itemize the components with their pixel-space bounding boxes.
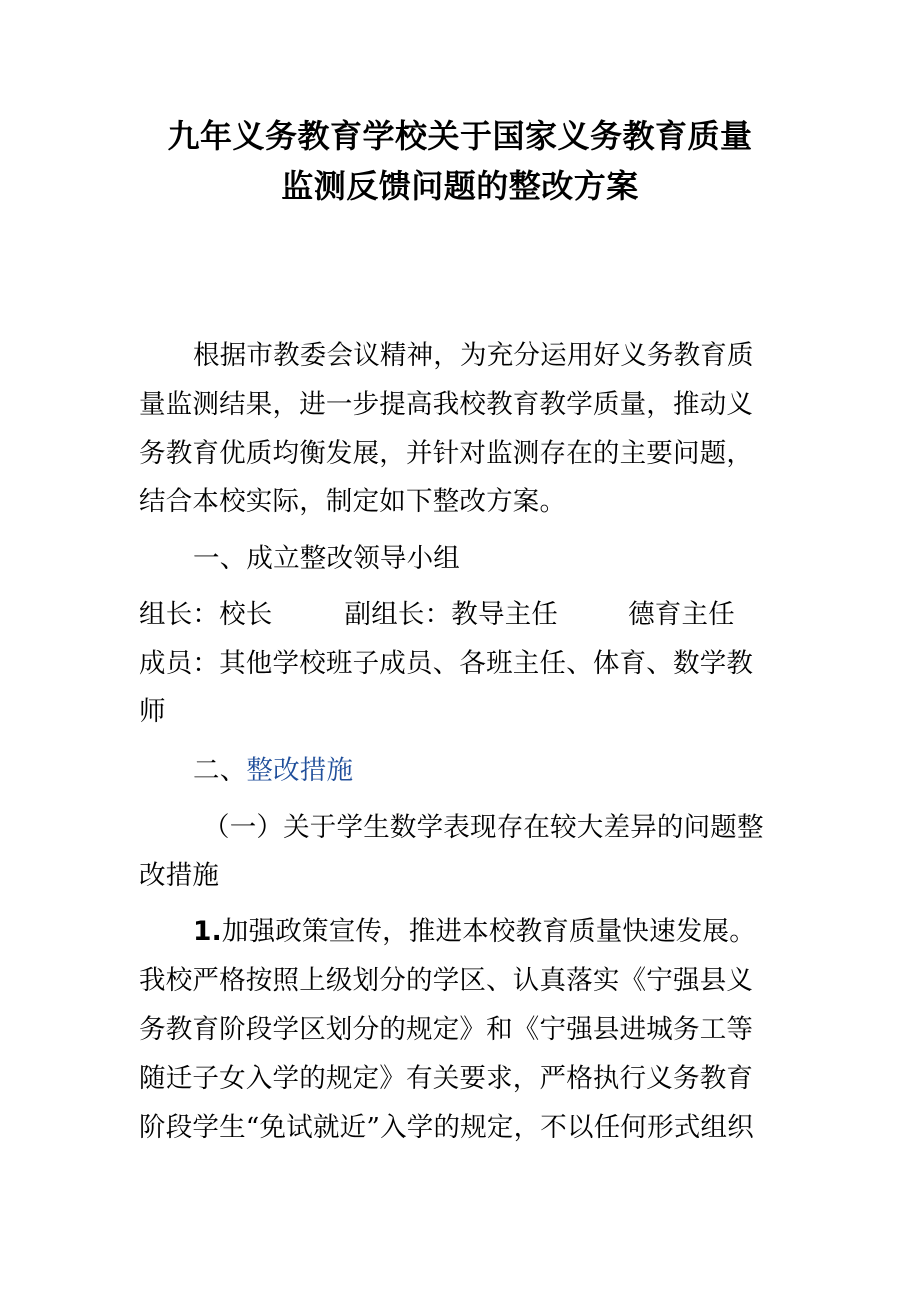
body-line-3: 随迁子女入学的规定》有关要求，严格执行义务教育: [139, 1063, 754, 1094]
members-line-2: 师: [139, 696, 166, 727]
section-1-heading: 一、成立整改领导小组: [193, 543, 460, 574]
section-2-heading: [193, 753, 353, 789]
item-1-text: 加强政策宣传，推进本校教育质量快速发展。: [221, 916, 756, 947]
section-2-title: 整改措施: [246, 755, 354, 786]
item-1-number: 1.: [193, 916, 222, 947]
body-line-1: 我校严格按照上级划分的学区、认真落实《宁强县义: [139, 965, 754, 996]
item-1-line-1: [193, 914, 756, 950]
body-line-2: 务教育阶段学区划分的规定》和《宁强县进城务工等: [139, 1014, 754, 1045]
intro-line-1: 根据市教委会议精神，为充分运用好义务教育质: [193, 340, 754, 371]
subsection-1-line-1: （一）关于学生数学表现存在较大差异的问题整: [203, 812, 764, 843]
subsection-1-line-2: 改措施: [139, 860, 220, 891]
body-line-4: 阶段学生“免试就近”入学的规定，不以任何形式组织: [139, 1112, 754, 1143]
leader: 组长：校长: [139, 599, 273, 630]
members-line-1: 成员：其他学校班子成员、各班主任、体育、数学教: [139, 648, 754, 679]
document-title-line-2: 监测反馈问题的整改方案: [281, 167, 639, 205]
intro-line-3: 务教育优质均衡发展，并针对监测存在的主要问题，: [139, 438, 754, 469]
intro-line-2: 量监测结果，进一步提高我校教育教学质量，推动义: [139, 389, 754, 420]
document-title-line-1: 九年义务教育学校关于国家义务教育质量: [167, 117, 753, 155]
leader-line: [139, 597, 735, 633]
section-2-prefix: 二、: [193, 755, 247, 786]
moral-director: 德育主任: [628, 599, 735, 630]
vice-leader: 副组长：教导主任: [344, 599, 559, 630]
intro-line-4: 结合本校实际，制定如下整改方案。: [139, 486, 567, 517]
